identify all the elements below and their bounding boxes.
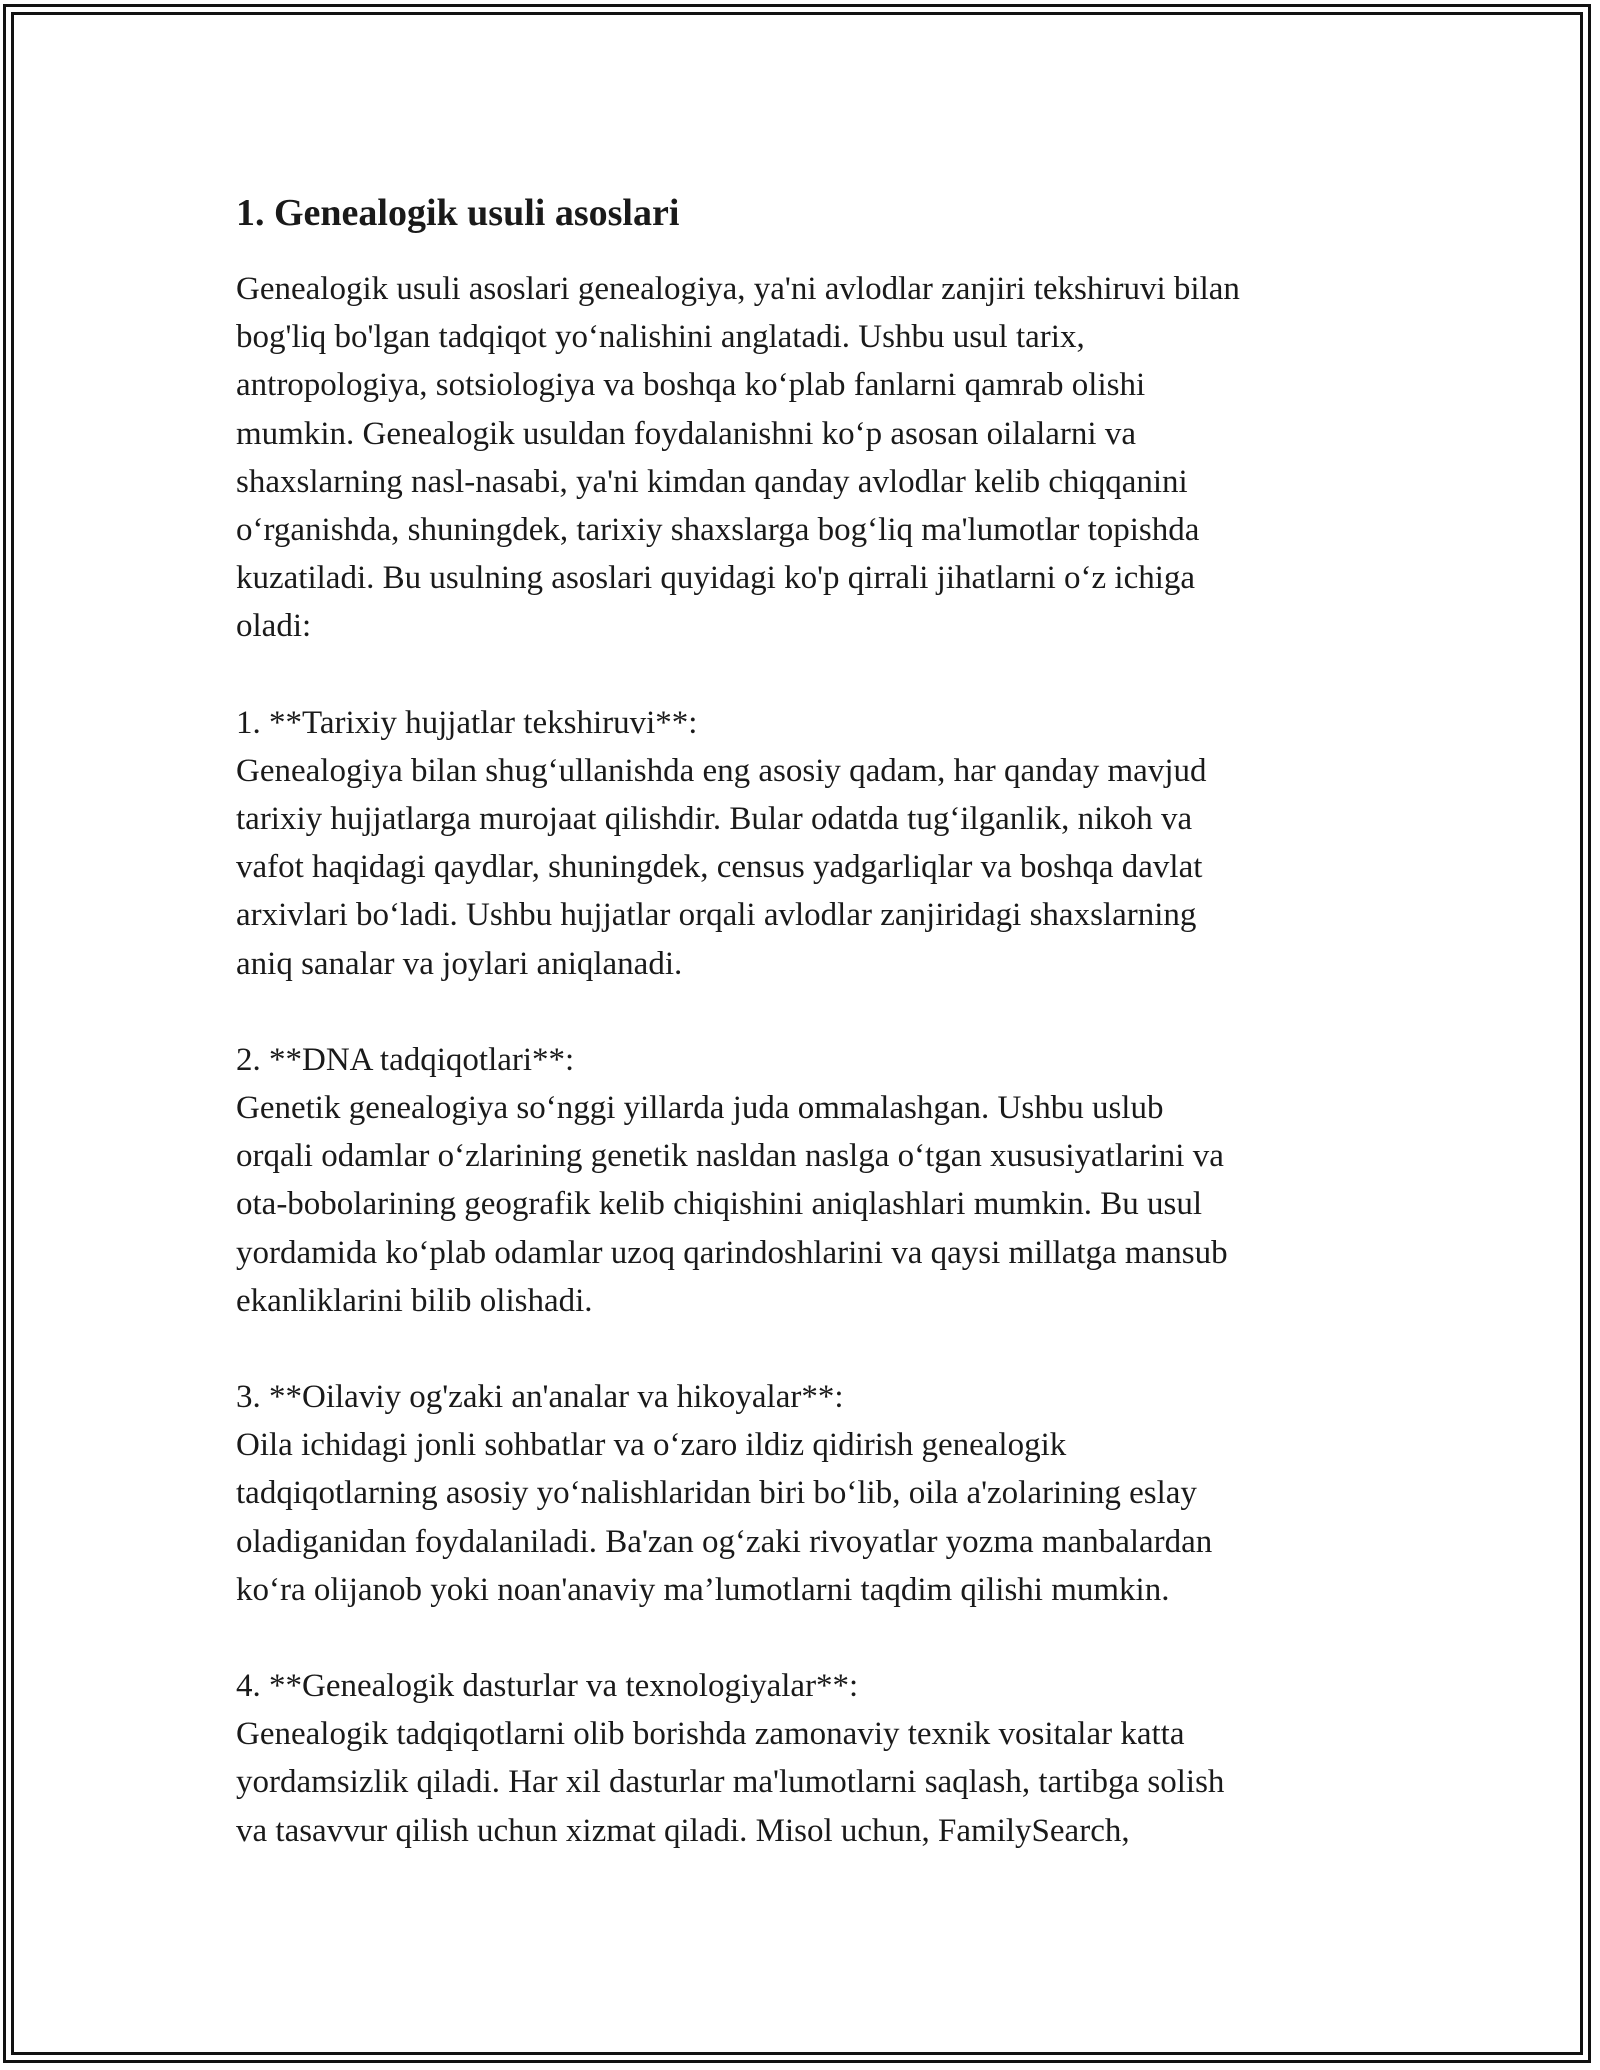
list-item-dna-research xyxy=(236,1036,1366,1325)
list-item-title: 3. **Oilaviy og'zaki an'analar va hikoyalar**: xyxy=(236,1379,844,1416)
section-heading: 1. Genealogik usuli asoslari xyxy=(236,192,680,234)
list-item-body: Genetik genealogiya so‘nggi yillarda juda ommalashgan. Ushbu uslub orqali odamlar o‘zlarining genetik nasldan naslga o‘tgan xususiyatlarini va ota-bobolarining geografik kelib chiqishini aniqlashlari mumkin. Bu usul yordamida ko‘plab odamlar uzoq qarindoshlarini va qaysi millatga mansub ekanliklarini bilib olishadi. xyxy=(236,1090,1228,1319)
list-item-text xyxy=(236,699,1366,988)
list-item-text xyxy=(236,1662,1366,1855)
list-item-title: 4. **Genealogik dasturlar va texnologiyalar**: xyxy=(236,1668,859,1705)
list-item-body: Genealogik tadqiqotlarni olib borishda zamonaviy texnik vositalar katta yordamsizlik qiladi. Har xil dasturlar ma'lumotlarni saqlash, tartibga solish va tasavvur qilish uchun xizmat qiladi. Misol uchun, FamilySearch, xyxy=(236,1716,1225,1849)
list-item-title: 2. **DNA tadqiqotlari**: xyxy=(236,1041,575,1078)
list-item-genealogy-software xyxy=(236,1662,1366,1855)
document-body xyxy=(236,186,1366,1903)
list-item-text xyxy=(236,1373,1366,1614)
list-item-historical-documents xyxy=(236,699,1366,988)
list-item-oral-traditions xyxy=(236,1373,1366,1614)
list-item-body: Oila ichidagi jonli sohbatlar va o‘zaro ildiz qidirish genealogik tadqiqotlarning asosiy yo‘nalishlaridan biri bo‘lib, oila a'zolarining eslay oladiganidan foydalaniladi. Ba'zan og‘zaki rivoyatlar yozma manbalardan ko‘ra olijanob yoki noan'anaviy ma’lumotlarni taqdim qilishi mumkin. xyxy=(236,1427,1213,1608)
list-item-text xyxy=(236,1036,1366,1325)
intro-paragraph: Genealogik usuli asoslari genealogiya, ya'ni avlodlar zanjiri tekshiruvi bilan bog'liq bo'lgan tadqiqot yo‘nalishini anglatadi. Ushbu usul tarix, antropologiya, sotsiologiya va boshqa ko‘plab fanlarni qamrab olishi mumkin. Genealogik usuldan foydalanishni ko‘p asosan oilalarni va shaxslarning nasl-nasabi, ya'ni kimdan qanday avlodlar kelib chiqqanini o‘rganishda, shuningdek, tarixiy shaxslarga bog‘liq ma'lumotlar topishda kuzatiladi. Bu usulning asoslari quyidagi ko'p qirrali jihatlarni o‘z ichiga oladi: xyxy=(236,271,1240,645)
list-item-title: 1. **Tarixiy hujjatlar tekshiruvi**: xyxy=(236,704,698,741)
list-item-body: Genealogiya bilan shug‘ullanishda eng asosiy qadam, har qanday mavjud tarixiy hujjatlarga murojaat qilishdir. Bular odatda tug‘ilganlik, nikoh va vafot haqidagi qaydlar, shuningdek, census yadgarliqlar va boshqa davlat arxivlari bo‘ladi. Ushbu hujjatlar orqali avlodlar zanjiridagi shaxslarning aniq sanalar va joylari aniqlanadi. xyxy=(236,752,1207,982)
